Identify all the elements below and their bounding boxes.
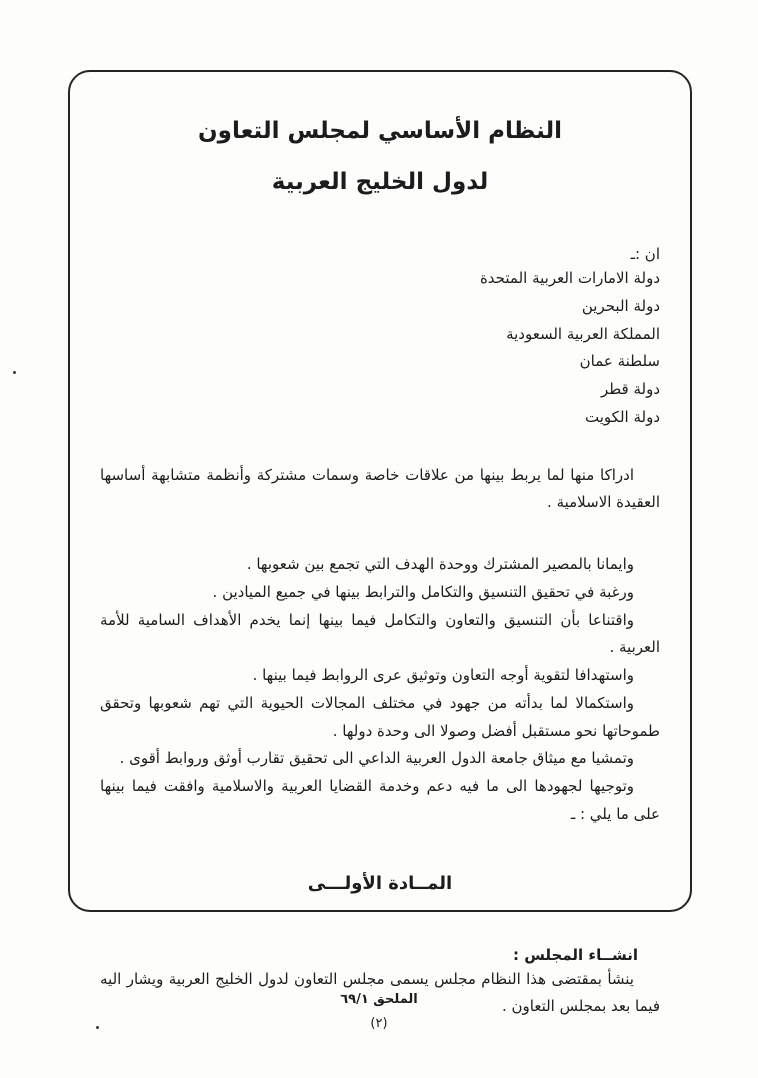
member-state: دولة الامارات العربية المتحدة [479,269,660,288]
preamble-intro: ان :ـ [630,245,660,264]
member-state: دولة البحرين [581,296,660,315]
scan-speck [13,371,16,374]
preamble-clause: واقتناعا بأن التنسيق والتعاون والتكامل فيما بينها إنما يخدم الأهداف السامية للأمة العربية . [100,610,660,657]
preamble-paragraph: ادراكا منها لما يربط بينها من علاقات خاصة وسمات مشتركة وأنظمة متشابهة أساسها العقيدة الاسلامية . [100,465,660,512]
preamble-clause: واستكمالا لما بدأته من جهود في مختلف المجالات الحيوية التي تهم شعوبها وتحقق طموحاتها نحو مستقبل أفضل وصولا الى وحدة دولها . [100,693,660,740]
council-establishment-heading: انشــاء المجلس : [512,945,638,964]
scan-speck [96,1026,99,1029]
member-state: دولة قطر [600,380,660,399]
member-state: سلطنة عمان [579,352,660,371]
member-state: دولة الكويت [585,407,660,426]
preamble-clauses [100,551,660,829]
document-title [100,106,660,207]
document-title-line1: النظام الأساسي لمجلس التعاون [198,118,562,144]
footer-annex-label: الملحق ٦٩/١ [340,992,418,1007]
member-states-list [100,265,660,432]
preamble-clause: وتوجيها لجهودها الى ما فيه دعم وخدمة القضايا العربية والاسلامية وافقت فيما بينها على ما يلي : ـ [100,777,660,823]
preamble-clause: ورغبة في تحقيق التنسيق والتكامل والترابط بينها في جميع الميادين . [212,582,634,601]
preamble-clause: وتمشيا مع ميثاق جامعة الدول العربية الداعي الى تحقيق تقارب أوثق وروابط أقوى . [119,749,634,768]
council-establishment-body: ينشأ بمقتضى هذا النظام مجلس يسمى مجلس التعاون لدول الخليج العربية ويشار اليه فيما بعد بمجلس التعاون . [100,969,660,1016]
preamble-clause: واستهدافا لتقوية أوجه التعاون وتوثيق عرى الروابط فيما بينها . [252,666,634,685]
article-one-heading: المــادة الأولـــى [307,872,453,894]
preamble-clause: وايمانا بالمصير المشترك ووحدة الهدف التي تجمع بين شعوبها . [246,555,634,574]
member-state: المملكة العربية السعودية [506,324,660,343]
document-title-line2: لدول الخليج العربية [271,168,489,195]
footer-page-number: (٢) [370,1016,388,1031]
